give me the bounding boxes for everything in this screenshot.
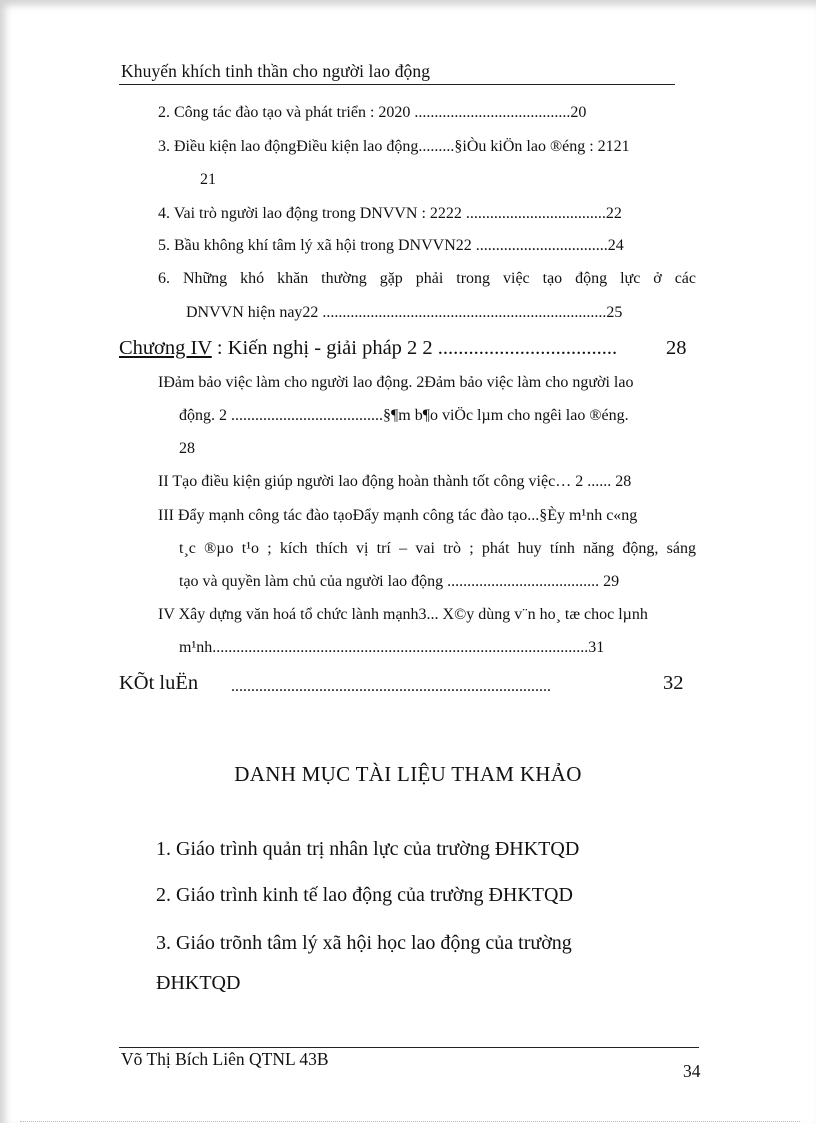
header-rule [119, 84, 675, 85]
toc-solution-3-end: tạo và quyền làm chủ của người lao động ...................................... 29 [179, 573, 620, 590]
footer-page-number: 34 [683, 1061, 701, 1081]
toc-solution-2: II Tạo điều kiện giúp người lao động hoàn thành tốt công việc… 2 ...... 28 [158, 473, 632, 490]
toc-chapter-4-page: 28 [666, 337, 687, 359]
toc-solution-1: IĐảm bảo việc làm cho người lao động. 2Đảm bảo việc làm cho người lao [158, 374, 634, 391]
toc-item-difficulties-cont: DNVVN hiện nay22 .......................................................................25 [186, 304, 623, 321]
toc-chapter-4 [119, 337, 617, 360]
toc-solution-1-page: 28 [179, 440, 195, 457]
toc-conclusion-page: 32 [663, 672, 684, 694]
toc-solution-3-cont: t¸c ®µo t¹o ; kích thích vị trí – vai trò ; phát huy tính năng động, sáng [179, 540, 696, 557]
toc-solution-1-cont: động. 2 ......................................§¶m b¶o viÖc lµm cho ngêi lao ®éng. [179, 407, 629, 424]
reference-item: 1. Giáo trình quản trị nhân lực của trường ĐHKTQD [156, 838, 580, 860]
toc-chapter-4-title: : Kiến nghị - giải pháp 2 2 ................................... [211, 337, 618, 359]
footer-author: Võ Thị Bích Liên QTNL 43B [121, 1049, 329, 1069]
page-bottom-edge [20, 1121, 800, 1122]
toc-solution-3: III Đẩy mạnh công tác đào tạoĐẩy mạnh công tác đào tạo...§Èy m¹nh c«ng [158, 507, 638, 524]
reference-item: 2. Giáo trình kinh tế lao động của trường ĐHKTQD [156, 884, 573, 906]
toc-item-worker-role: 4. Vai trò người lao động trong DNVVN : 2222 ...................................22 [158, 205, 622, 222]
toc-item-psych-climate: 5. Bầu không khí tâm lý xã hội trong DNVVN22 .................................24 [158, 237, 624, 254]
footer-rule [119, 1047, 699, 1048]
running-header-title: Khuyến khích tinh thần cho người lao động [121, 61, 431, 81]
toc-solution-4: IV Xây dựng văn hoá tổ chức lành mạnh3... X©y dùng v¨n ho¸ tæ choc lµnh [158, 606, 648, 623]
toc-solution-4-cont: m¹nh..............................................................................................31 [179, 639, 605, 656]
toc-item-working-conditions: 3. Điều kiện lao độngĐiều kiện lao động.........§iÒu kiÖn lao ®éng : 2121 [158, 138, 630, 155]
reference-item-cont: ĐHKTQD [156, 972, 241, 994]
references-title: DANH MỤC TÀI LIỆU THAM KHẢO [234, 762, 582, 786]
toc-item-training: 2. Công tác đào tạo và phát triển : 2020 .......................................20 [158, 104, 587, 121]
toc-item-working-conditions-page: 21 [200, 171, 216, 188]
toc-conclusion-label: KÕt luËn [119, 672, 199, 694]
toc-conclusion-leader: ................................................................................ [231, 678, 551, 695]
toc-item-difficulties: 6. Những khó khăn thường gặp phải trong việc tạo động lực ở các [158, 270, 696, 287]
reference-item: 3. Giáo trõnh tâm lý xã hội học lao động của trường [156, 932, 572, 954]
toc-chapter-4-label: Chương IV [119, 337, 212, 359]
